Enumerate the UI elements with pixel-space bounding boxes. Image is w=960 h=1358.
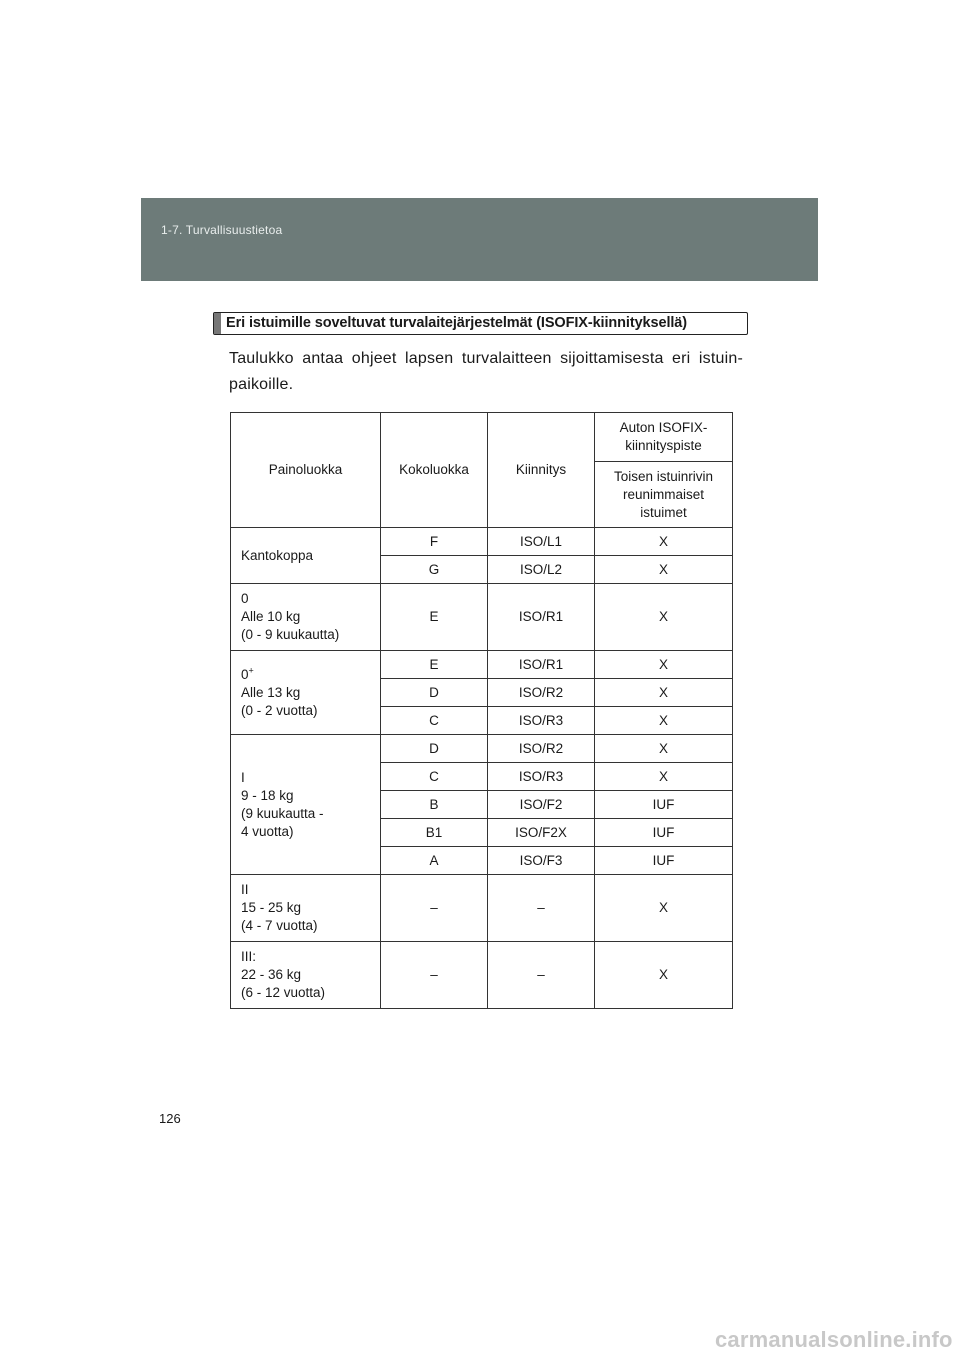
size-class-cell: –: [381, 942, 488, 1009]
weight-class-line: 0: [241, 666, 249, 682]
isofix-position-cell: X: [595, 584, 733, 651]
weight-class-line: (6 - 12 vuotta): [241, 985, 326, 1000]
size-class-cell: D: [381, 735, 488, 763]
size-class-cell: G: [381, 556, 488, 584]
isofix-position-cell: X: [595, 528, 733, 556]
fixture-cell: ISO/F2: [488, 791, 595, 819]
section-title: 1-7. Turvallisuustietoa: [161, 223, 283, 237]
table-row: [231, 875, 733, 942]
weight-class-superscript: +: [248, 665, 254, 675]
isofix-position-cell: X: [595, 763, 733, 791]
weight-class-line: (4 - 7 vuotta): [241, 918, 318, 933]
table-row: [231, 528, 733, 556]
weight-class-cell: [231, 942, 381, 1009]
weight-class-line: 0: [241, 591, 249, 606]
watermark: carmanualsonline.info: [715, 1327, 953, 1352]
table-row: [231, 735, 733, 763]
weight-class-line: 22 - 36 kg: [241, 967, 302, 982]
weight-class-cell: [231, 584, 381, 651]
fixture-cell: ISO/R2: [488, 735, 595, 763]
isofix-position-cell: IUF: [595, 819, 733, 847]
isofix-table: [230, 412, 733, 1009]
table-row: [231, 651, 733, 679]
weight-class-line: 4 vuotta): [241, 823, 294, 839]
weight-class-cell: [231, 528, 381, 584]
weight-class-cell: [231, 875, 381, 942]
isofix-position-cell: X: [595, 735, 733, 763]
fixture-cell: ISO/L2: [488, 556, 595, 584]
size-class-cell: A: [381, 847, 488, 875]
fixture-cell: ISO/R1: [488, 651, 595, 679]
size-class-cell: E: [381, 584, 488, 651]
size-class-cell: C: [381, 707, 488, 735]
table-row: [231, 584, 733, 651]
weight-class-line: Kantokoppa: [241, 547, 314, 563]
isofix-position-cell: X: [595, 942, 733, 1009]
weight-class-line: 9 - 18 kg: [241, 787, 294, 803]
fixture-cell: ISO/F2X: [488, 819, 595, 847]
weight-class-line: III:: [241, 949, 257, 964]
section-heading-box: [213, 312, 748, 335]
size-class-cell: E: [381, 651, 488, 679]
header-weight-class: Painoluokka: [231, 413, 381, 528]
section-heading: Eri istuimille soveltuvat turvalaitejärjestelmät (ISOFIX-kiinnityksellä): [226, 315, 687, 331]
isofix-position-cell: X: [595, 651, 733, 679]
fixture-cell: ISO/R3: [488, 707, 595, 735]
weight-class-line: (9 kuukautta -: [241, 805, 324, 821]
size-class-cell: D: [381, 679, 488, 707]
header-fixture: Kiinnitys: [488, 413, 595, 528]
isofix-position-cell: IUF: [595, 847, 733, 875]
chapter-header: [141, 198, 818, 281]
fixture-cell: ISO/R2: [488, 679, 595, 707]
fixture-cell: ISO/F3: [488, 847, 595, 875]
weight-class-line: II: [241, 882, 249, 897]
fixture-cell: ISO/R1: [488, 584, 595, 651]
weight-class-cell: [231, 651, 381, 735]
weight-class-cell: [231, 735, 381, 875]
header-size-class: Kokoluokka: [381, 413, 488, 528]
isofix-position-cell: X: [595, 707, 733, 735]
isofix-position-cell: X: [595, 875, 733, 942]
fixture-cell: –: [488, 942, 595, 1009]
size-class-cell: –: [381, 875, 488, 942]
weight-class-line: Alle 10 kg: [241, 609, 301, 624]
weight-class-line: Alle 13 kg: [241, 684, 301, 700]
heading-marker: [214, 313, 221, 334]
isofix-position-cell: X: [595, 556, 733, 584]
intro-paragraph: Taulukko antaa ohjeet lapsen turvalaitteen sijoittamisesta eri istuin-paikoille.: [229, 350, 743, 393]
weight-class-line: I: [241, 769, 245, 785]
weight-class-line: (0 - 2 vuotta): [241, 702, 318, 718]
weight-class-line: 15 - 25 kg: [241, 900, 302, 915]
weight-class-line: (0 - 9 kuukautta): [241, 627, 340, 642]
page-number: 126: [159, 1111, 181, 1126]
size-class-cell: B: [381, 791, 488, 819]
size-class-cell: F: [381, 528, 488, 556]
isofix-position-cell: IUF: [595, 791, 733, 819]
fixture-cell: –: [488, 875, 595, 942]
isofix-position-cell: X: [595, 679, 733, 707]
table-row: [231, 942, 733, 1009]
size-class-cell: B1: [381, 819, 488, 847]
fixture-cell: ISO/L1: [488, 528, 595, 556]
header-isofix-points: Auton ISOFIX-kiinnityspiste: [595, 413, 733, 462]
size-class-cell: C: [381, 763, 488, 791]
fixture-cell: ISO/R3: [488, 763, 595, 791]
header-rear-outboard-seats: Toisen istuinrivin reunimmaiset istuimet: [595, 462, 733, 528]
